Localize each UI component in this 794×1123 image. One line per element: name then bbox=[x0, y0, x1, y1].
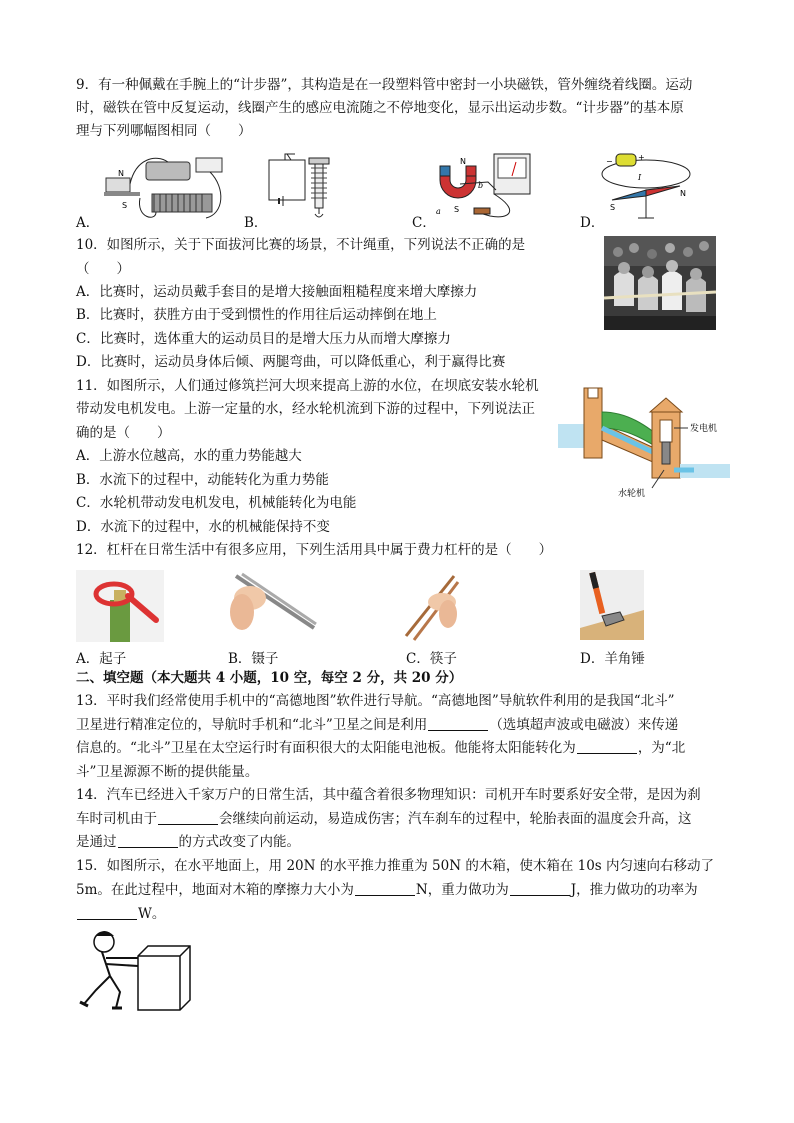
q12-option-b: B．镊子 bbox=[228, 651, 279, 667]
q11-option-b: B．水流下的过程中，动能转化为重力势能 bbox=[76, 472, 329, 488]
q15-line2-text-a: 5m。在此过程中，地面对木箱的摩擦力大小为 bbox=[76, 882, 354, 898]
q13-line3-text-a: 信息的。“北斗”卫星在太空运行时有面积很大的太阳能电池板。他能将太阳能转化为 bbox=[76, 740, 576, 756]
fig-9c-induction-galvanometer bbox=[430, 150, 540, 226]
q15-line2 bbox=[76, 880, 698, 900]
q14-line2-text-a: 车时司机由于 bbox=[76, 811, 157, 827]
q15-blank-3[interactable] bbox=[77, 905, 137, 920]
q14-blank-2[interactable] bbox=[118, 833, 178, 848]
q13-blank-1[interactable] bbox=[428, 716, 488, 731]
q13-line1: 13．平时我们经常使用手机中的“高德地图”软件进行导航。“高德地图”导航软件利用的是我国“北斗” bbox=[76, 693, 675, 709]
q9-line1: 9．有一种佩戴在手腕上的“计步器”，其构造是在一段塑料管中密封一小块磁铁，管外缠绕着线圈。运动 bbox=[76, 77, 693, 93]
q11-option-c: C．水轮机带动发电机发电，机械能转化为电能 bbox=[76, 495, 357, 511]
q11-option-a: A．上游水位越高，水的重力势能越大 bbox=[76, 448, 302, 464]
q9-line2: 时，磁铁在管中反复运动，线圈产生的感应电流随之不停地变化，显示出运动步数。“计步器”的基本原 bbox=[76, 100, 684, 116]
q13-line4: 斗”卫星源源不断的提供能量。 bbox=[76, 764, 259, 780]
chopsticks-image bbox=[402, 572, 460, 642]
bottle-opener-image bbox=[76, 570, 164, 642]
q9-line3: 理与下列哪幅图相同（ ） bbox=[76, 123, 252, 139]
fig-9c-b-label: b bbox=[478, 181, 484, 190]
fig-9c-n-label: N bbox=[460, 157, 466, 166]
q11-option-d: D．水流下的过程中，水的机械能保持不变 bbox=[76, 519, 330, 535]
q13-line3 bbox=[76, 738, 685, 758]
q11-line1: 11．如图所示，人们通过修筑拦河大坝来提高上游的水位，在坝底安装水轮机 bbox=[76, 378, 539, 394]
q15-line2-text-c: J，推力做功的功率为 bbox=[570, 882, 698, 898]
q14-line3 bbox=[76, 832, 300, 852]
fig-9c-a-label: a bbox=[436, 207, 441, 216]
fig-9c-s-label: S bbox=[454, 205, 460, 214]
q10-option-d: D．比赛时，运动员身体后倾、两腿弯曲，可以降低重心，利于赢得比赛 bbox=[76, 354, 506, 370]
fig-9d-current-label: I bbox=[638, 173, 642, 182]
q15-line1: 15．如图所示，在水平地面上，用 20N 的水平推力推重为 50N 的木箱，使木箱在 10s 内匀速向右移动了 bbox=[76, 858, 715, 874]
q15-blank-1[interactable] bbox=[355, 881, 415, 896]
fig-9d-s-label: S bbox=[610, 203, 616, 212]
claw-hammer-image bbox=[580, 570, 644, 640]
fig-9a-s-label: S bbox=[122, 201, 128, 210]
q14-blank-1[interactable] bbox=[158, 810, 218, 825]
q14-line2-text-b: 会继续向前运动，易造成伤害；汽车刹车的过程中，轮胎表面的温度会升高，这 bbox=[219, 811, 692, 827]
q15-blank-2[interactable] bbox=[510, 881, 570, 896]
dam-hydropower-diagram bbox=[556, 384, 732, 500]
q10-option-b: B．比赛时，获胜方由于受到惯性的作用往后运动摔倒在地上 bbox=[76, 307, 437, 323]
q10-option-a: A．比赛时，运动员戴手套目的是增大接触面粗糙程度来增大摩擦力 bbox=[76, 284, 478, 300]
q9-option-b: B． bbox=[244, 215, 268, 231]
fig-9a-n-label: N bbox=[118, 169, 124, 178]
q9-option-d: D． bbox=[580, 215, 605, 231]
q14-line1: 14．汽车已经进入千家万户的日常生活，其中蕴含着很多物理知识：司机开车时要系好安全带，是因为刹 bbox=[76, 787, 701, 803]
fig-9a-electromagnet-circuit bbox=[96, 148, 234, 224]
turbine-label: 水轮机 bbox=[618, 489, 646, 499]
q13-blank-2[interactable] bbox=[577, 739, 637, 754]
q12-option-a: A．起子 bbox=[76, 651, 127, 667]
q10-line1: 10．如图所示，关于下面拔河比赛的场景，不计绳重，下列说法不正确的是 bbox=[76, 237, 526, 253]
q13-line2-text-b: （选填超声波或电磁波）来传递 bbox=[489, 717, 679, 733]
q13-line2 bbox=[76, 715, 678, 735]
fig-9d-minus-label: − bbox=[606, 157, 613, 166]
q10-option-c: C．比赛时，选体重大的运动员目的是增大压力从而增大摩擦力 bbox=[76, 331, 451, 347]
q11-line2: 带动发电机发电。上游一定量的水，经水轮机流到下游的过程中，下列说法正 bbox=[76, 401, 535, 417]
q9-option-a: A． bbox=[76, 215, 100, 231]
q12-option-c: C．筷子 bbox=[406, 651, 457, 667]
fig-9d-plus-label: + bbox=[638, 153, 645, 162]
tweezers-image bbox=[228, 568, 320, 640]
person-pushing-box-figure bbox=[76, 928, 194, 1012]
q14-line3-text-a: 是通过 bbox=[76, 834, 117, 850]
q15-line3 bbox=[76, 904, 165, 924]
fig-9b-electromagnet-coil bbox=[265, 150, 337, 224]
q13-line3-text-b: ，为“北 bbox=[637, 740, 686, 756]
q15-line3-text-b: W。 bbox=[138, 906, 166, 922]
tug-of-war-photo bbox=[604, 236, 716, 330]
q10-line2: （ ） bbox=[76, 261, 130, 277]
generator-label: 发电机 bbox=[690, 424, 718, 434]
section2-title: 二、填空题（本大题共 4 小题，10 空，每空 2 分，共 20 分） bbox=[76, 670, 463, 686]
q11-line3: 确的是（ ） bbox=[76, 425, 171, 441]
q13-line2-text-a: 卫星进行精准定位的，导航时手机和“北斗”卫星之间是利用 bbox=[76, 717, 428, 733]
q15-line2-text-b: N，重力做功为 bbox=[415, 882, 509, 898]
fig-9d-compass-current bbox=[598, 150, 694, 226]
q14-line2 bbox=[76, 809, 692, 829]
q9-option-c: C． bbox=[412, 215, 436, 231]
fig-9d-n-label: N bbox=[680, 189, 686, 198]
q14-line3-text-b: 的方式改变了内能。 bbox=[178, 834, 300, 850]
q12-line1: 12．杠杆在日常生活中有很多应用，下列生活用具中属于费力杠杆的是（ ） bbox=[76, 542, 553, 558]
q12-option-d: D．羊角锤 bbox=[580, 651, 645, 667]
